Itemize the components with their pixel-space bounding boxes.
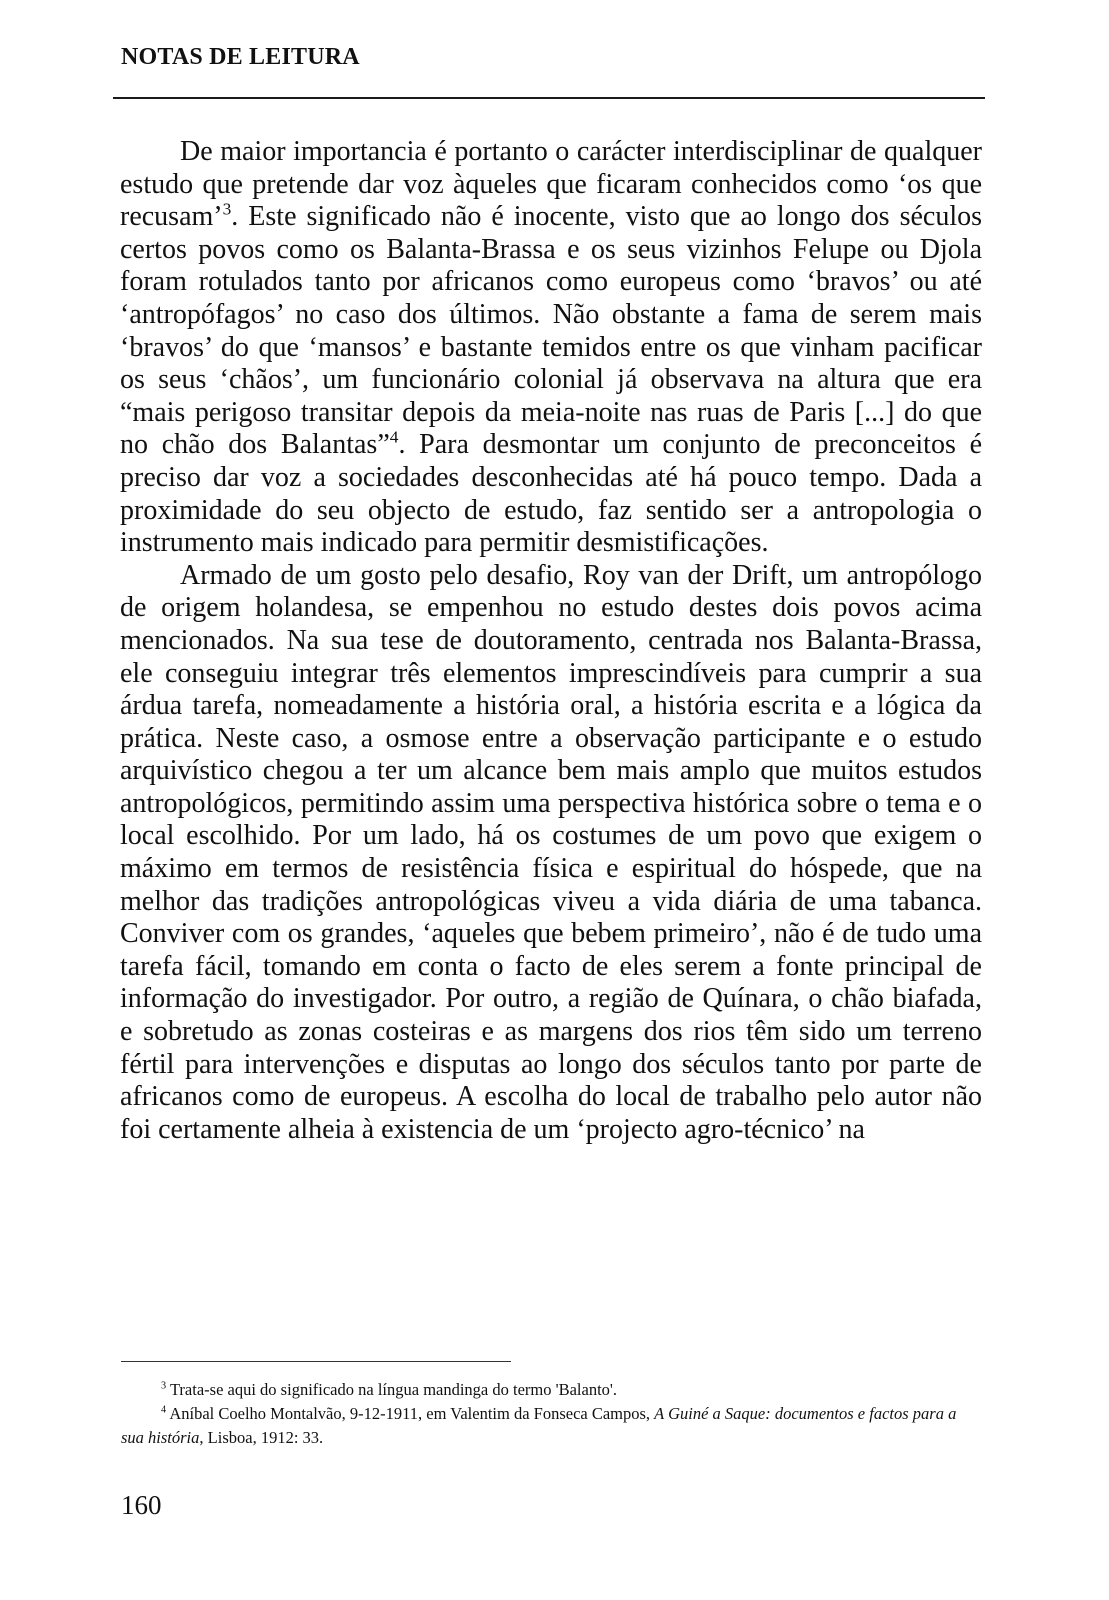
footnote-3 (121, 1378, 983, 1402)
footnote-3-mark: 3 (161, 1380, 167, 1392)
running-head: NOTAS DE LEITURA (121, 44, 360, 70)
footnote-rule (121, 1361, 511, 1362)
footnote-ref-4: 4 (389, 428, 399, 448)
footnote-ref-3: 3 (222, 199, 232, 219)
footnote-3-text: Trata-se aqui do significado na língua mandinga do termo 'Balanto'. (169, 1380, 618, 1399)
header-rule (113, 97, 985, 99)
paragraph-2: Armado de um gosto pelo desafio, Roy van der Drift, um antropólogo de origem holandesa, se empenhou no estudo destes dois povos acima mencionados. Na sua tese de doutoramento, centrada nos Balanta-Brassa, ele conseguiu integrar três elementos imprescindíveis para cumprir a sua árdua tarefa, nomeadamente a história oral, a história escrita e a lógica da prática. Neste caso, a osmose entre a observação participante e o estudo arquivístico chegou a ter um alcance bem mais amplo que muitos estudos antropológicos, permitindo assim uma perspectiva histórica sobre o tema e o local escolhido. Por um lado, há os costumes de um povo que exigem o máximo em termos de resistência física e espiritual do hóspede, que na melhor das tradições antropológicas viveu a vida diária de uma tabanca. Conviver com os grandes, ‘aqueles que bebem primeiro’, não é de tudo uma tarefa fácil, tomando em conta o facto de eles serem a fonte principal de informação do investigador. Por outro, a região de Quínara, o chão biafada, e sobretudo as zonas costeiras e as margens dos rios têm sido um terreno fértil para intervenções e disputas ao longo dos séculos tanto por parte de africanos como de europeus. A escolha do local de trabalho pelo autor não foi certamente alheia à existencia de um ‘projecto agro-técnico’ na (120, 559, 982, 1145)
footnotes (121, 1378, 983, 1450)
body-text (120, 136, 982, 1146)
footnote-4 (121, 1402, 983, 1450)
footnote-4-mark: 4 (161, 1404, 167, 1416)
footnote-4-text-before: Aníbal Coelho Montalvão, 9-12-1911, em Valentim da Fonseca Campos, (169, 1404, 655, 1423)
paragraph-1-text-b: . Este significado não é inocente, visto que ao longo dos séculos certos povos como os Balanta-Brassa e os seus vizinhos Felupe ou Djola foram rotulados tanto por africanos como europeus como ‘bravos’ ou até ‘antropófagos’ no caso dos últimos. Não obstante a fama de serem mais ‘bravos’ do que ‘mansos’ e bastante temidos entre os que vinham pacificar os seus ‘chãos’, um funcionário colonial já observava na altura que era “mais perigoso transitar depois da meia-noite nas ruas de Paris [...] do que no chão dos Balantas” (120, 201, 982, 461)
page-number: 160 (121, 1490, 162, 1520)
footnote-4-text-after: , Lisboa, 1912: 33. (199, 1428, 324, 1447)
paragraph-1-text-a: De maior importancia é portanto o carácter interdisciplinar de qualquer estudo que pretende dar voz àqueles que ficaram conhecidos como ‘os que recusam’ (120, 136, 982, 233)
footnote-4-title: A Guiné a Saque: documentos e factos para a sua história (121, 1404, 957, 1447)
paragraph-1-text-c: . Para desmontar um conjunto de preconceitos é preciso dar voz a sociedades desconhecidas até há pouco tempo. Dada a proximidade do seu objecto de estudo, faz sentido ser a antropologia o instrumento mais indicado para permitir desmistificações. (120, 429, 983, 559)
paragraph-1 (120, 136, 982, 560)
